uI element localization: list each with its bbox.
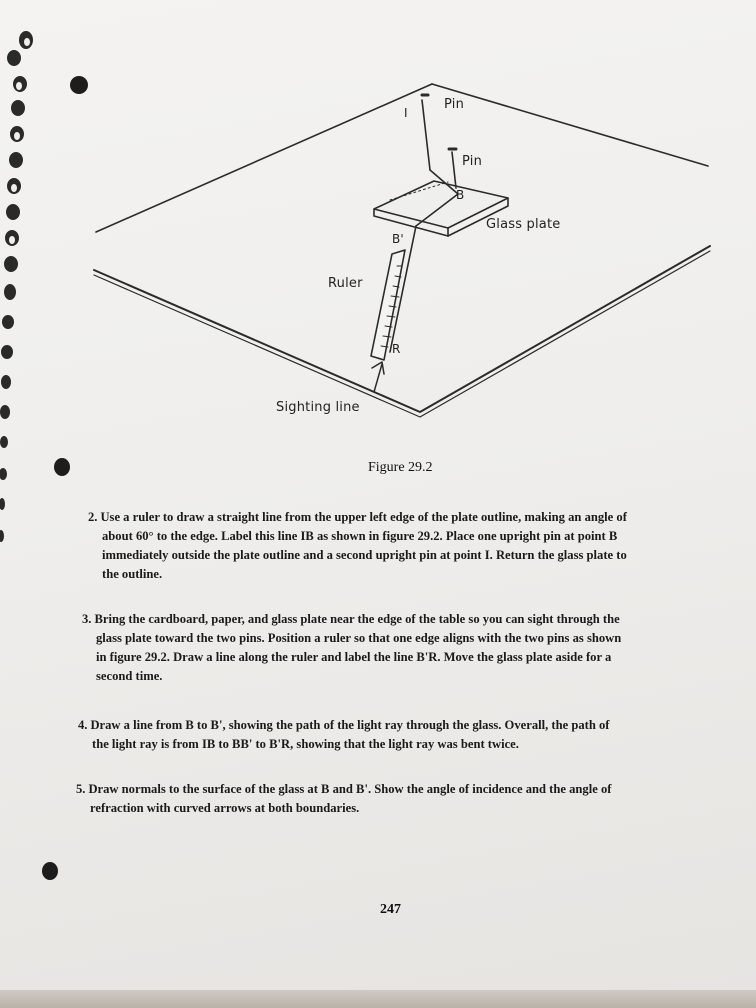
step-line: immediately outside the plate outline and a second upright pin at point I. Return the glass plate to: [102, 548, 627, 562]
step-line: second time.: [96, 669, 163, 683]
label-point-r: R: [392, 342, 401, 356]
step-2: [88, 508, 728, 584]
table-front-edge: [94, 246, 710, 412]
label-pin-mid: Pin: [462, 154, 483, 169]
step-4: [78, 716, 728, 754]
label-glass-plate: Glass plate: [486, 217, 561, 232]
step-line: glass plate toward the two pins. Position a ruler so that one edge aligns with the two pins as shown: [96, 631, 622, 645]
step-number: 3.: [82, 612, 92, 626]
step-line: Draw a line from B to B', showing the path of the light ray through the glass. Overall, the path of: [90, 718, 610, 732]
pin-b: [452, 152, 456, 188]
label-sighting-line: Sighting line: [276, 400, 360, 415]
spiral-binding: [0, 0, 60, 1008]
label-point-b: B: [456, 188, 465, 202]
step-5: [76, 780, 736, 818]
step-line: the light ray is from IB to BB' to B'R, showing that the light ray was bent twice.: [92, 737, 519, 751]
page-bottom-shadow: [0, 990, 756, 1008]
hole-punch-bottom: [42, 862, 58, 880]
sighting-arrow: [374, 364, 382, 392]
figure-29-2-diagram: [60, 70, 720, 430]
step-line: about 60° to the edge. Label this line IB as shown in figure 29.2. Place one upright pin at point B: [102, 529, 618, 543]
label-pin-top: Pin: [444, 97, 465, 112]
label-point-i: I: [404, 106, 408, 120]
label-ruler: Ruler: [328, 276, 363, 291]
step-number: 4.: [78, 718, 88, 732]
step-number: 2.: [88, 510, 98, 524]
step-line: the outline.: [102, 567, 163, 581]
step-line: in figure 29.2. Draw a line along the ruler and label the line B'R. Move the glass plate aside for a: [96, 650, 612, 664]
step-line: Draw normals to the surface of the glass at B and B'. Show the angle of incidence and the angle of: [88, 782, 612, 796]
step-line: refraction with curved arrows at both boundaries.: [90, 801, 360, 815]
pin-i: [422, 100, 430, 170]
step-line: Use a ruler to draw a straight line from the upper left edge of the plate outline, making an angle of: [100, 510, 627, 524]
hole-punch-middle: [54, 458, 70, 476]
step-3: [82, 610, 728, 686]
step-number: 5.: [76, 782, 86, 796]
page-number: 247: [380, 902, 401, 917]
step-line: Bring the cardboard, paper, and glass plate near the edge of the table so you can sight through the: [94, 612, 620, 626]
figure-caption: Figure 29.2: [368, 460, 433, 475]
label-point-b-prime: B': [392, 232, 404, 246]
